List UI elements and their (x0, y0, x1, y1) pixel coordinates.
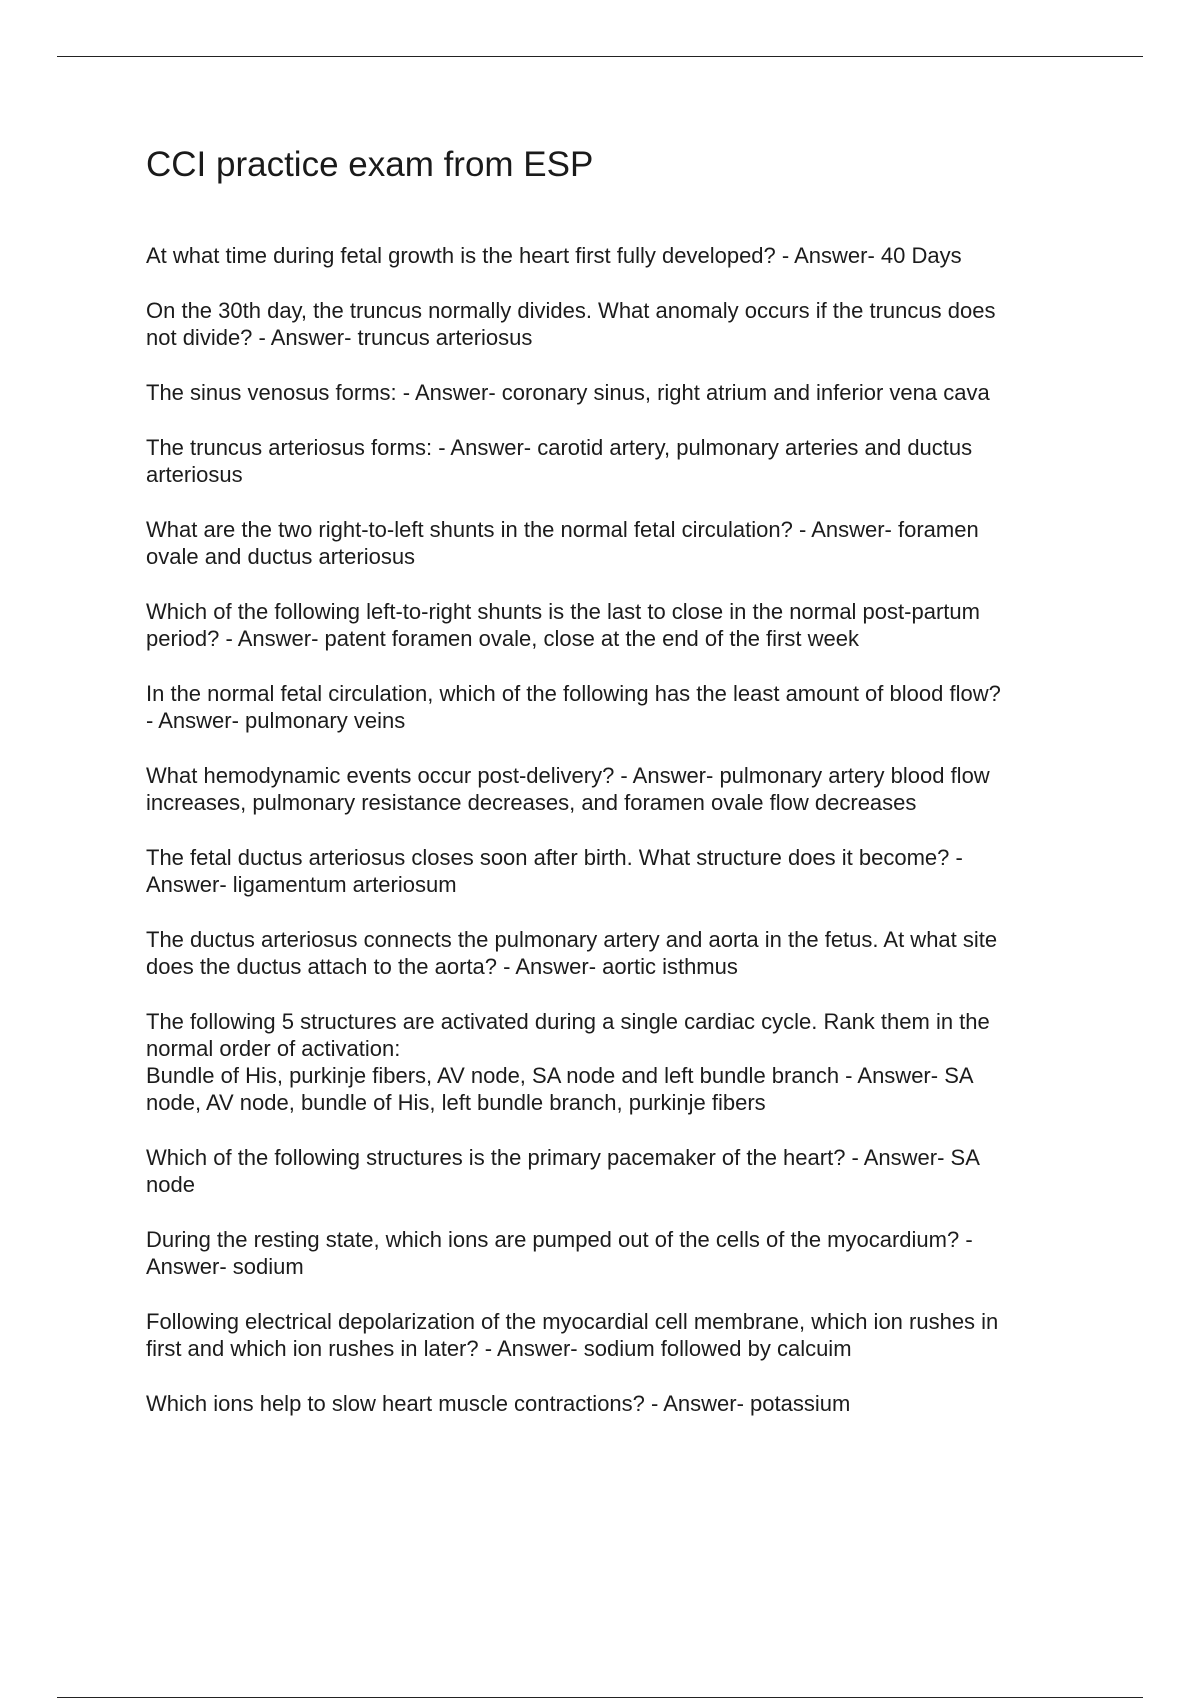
bottom-rule (57, 1697, 1143, 1698)
qa-item: During the resting state, which ions are pumped out of the cells of the myocardium? - Answer- sodium (146, 1227, 973, 1279)
qa-item: The ductus arteriosus connects the pulmonary artery and aorta in the fetus. At what site does the ductus attach to the aorta? - Answer- aortic isthmus (146, 927, 998, 979)
top-rule (57, 56, 1143, 57)
qa-item: Which of the following structures is the primary pacemaker of the heart? - Answer- SA node (146, 1145, 980, 1197)
qa-item: In the normal fetal circulation, which of the following has the least amount of blood flow? - Answer- pulmonary veins (146, 681, 1001, 733)
qa-item: What hemodynamic events occur post-delivery? - Answer- pulmonary artery blood flow increases, pulmonary resistance decreases, and foramen ovale flow decreases (146, 763, 990, 815)
qa-item: Which of the following left-to-right shunts is the last to close in the normal post-partum period? - Answer- patent foramen ovale, close at the end of the first week (146, 599, 980, 651)
qa-item: Which ions help to slow heart muscle contractions? - Answer- potassium (146, 1391, 851, 1416)
page-title: CCI practice exam from ESP (146, 145, 594, 184)
qa-item: The following 5 structures are activated during a single cardiac cycle. Rank them in the normal order of activation: Bundle of His, purkinje fibers, AV node, SA node and left bundle branch - Answer- SA node, AV node, bundle of His, left bundle branch, purkinje fibers (146, 1009, 990, 1115)
qa-item: The sinus venosus forms: - Answer- coronary sinus, right atrium and inferior vena cava (146, 380, 990, 405)
qa-item: The truncus arteriosus forms: - Answer- carotid artery, pulmonary arteries and ductus arteriosus (146, 435, 973, 487)
qa-item: On the 30th day, the truncus normally divides. What anomaly occurs if the truncus does not divide? - Answer- truncus arteriosus (146, 298, 996, 350)
qa-list (146, 242, 1096, 1445)
qa-item: What are the two right-to-left shunts in the normal fetal circulation? - Answer- foramen ovale and ductus arteriosus (146, 517, 979, 569)
qa-item: The fetal ductus arteriosus closes soon after birth. What structure does it become? - Answer- ligamentum arteriosum (146, 845, 963, 897)
qa-item: At what time during fetal growth is the heart first fully developed? - Answer- 40 Days (146, 243, 962, 268)
qa-item: Following electrical depolarization of the myocardial cell membrane, which ion rushes in first and which ion rushes in later? - Answer- sodium followed by calcuim (146, 1309, 999, 1361)
